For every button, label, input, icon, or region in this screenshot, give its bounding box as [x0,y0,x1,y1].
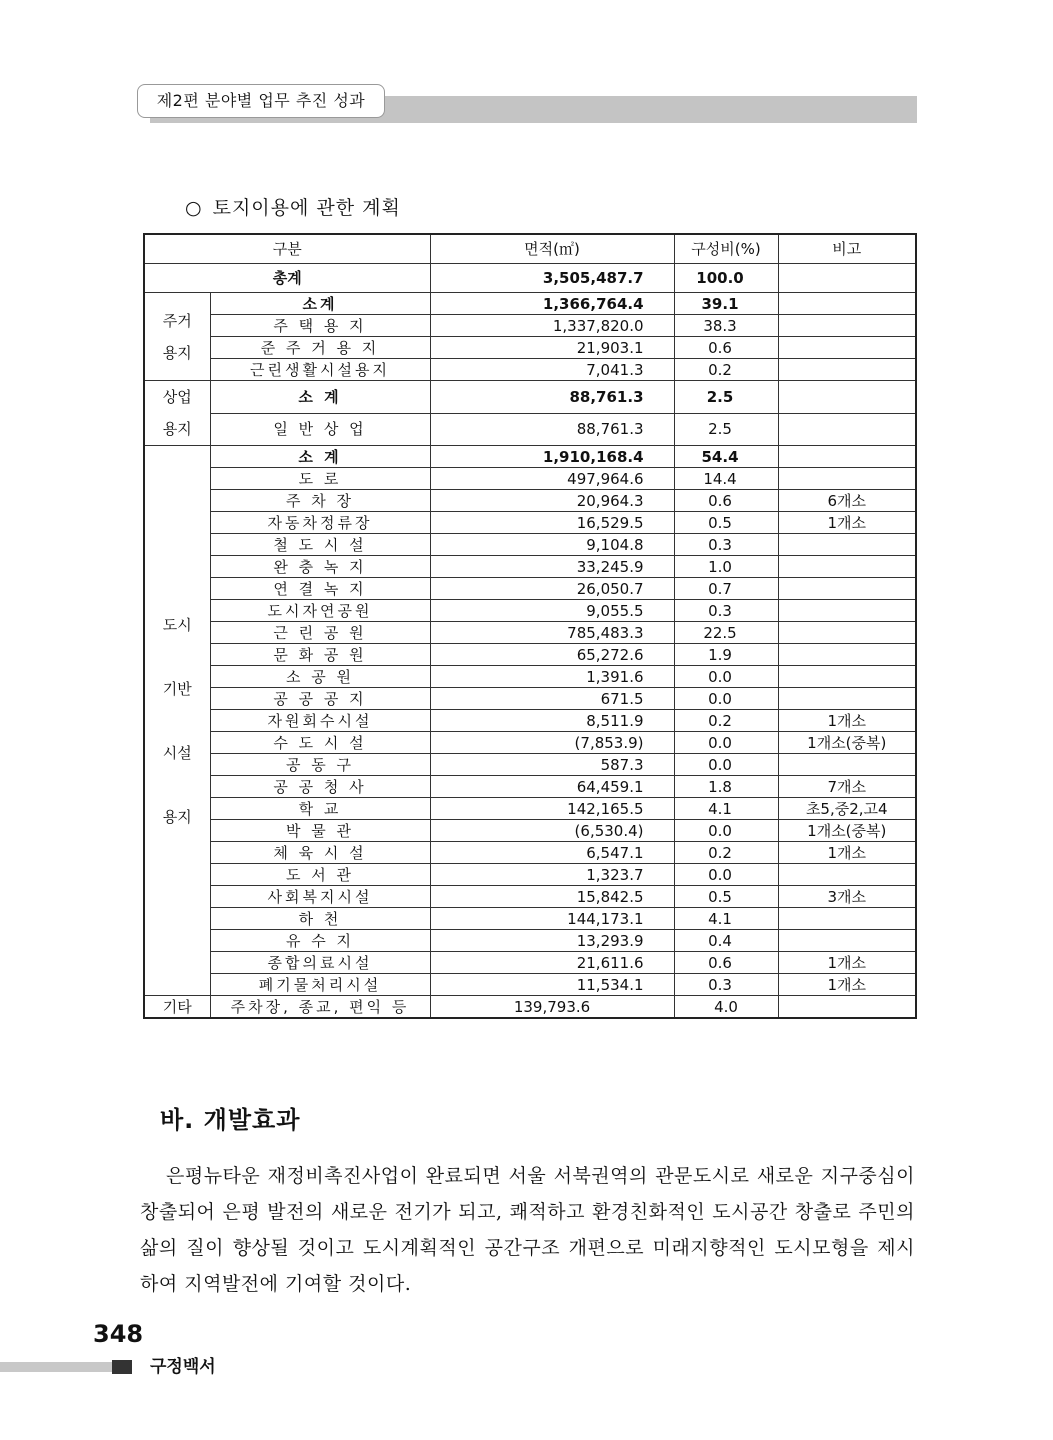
row-note: 초5,중2,고4 [778,798,916,820]
row-area: 9,055.5 [430,600,674,622]
total-area: 3,505,487.7 [430,264,674,293]
row-area: 7,041.3 [430,359,674,381]
row-area: 1,323.7 [430,864,674,886]
row-note: 1개소 [778,710,916,732]
row-area: 8,511.9 [430,710,674,732]
table-row [144,644,916,666]
row-note [778,446,916,468]
row-label: 도 서 관 [210,864,430,886]
table-row [144,930,916,952]
etc-note [778,996,916,1019]
total-ratio: 100.0 [674,264,778,293]
row-ratio: 54.4 [674,446,778,468]
row-area: 88,761.3 [430,413,674,446]
table-row [144,600,916,622]
table-row [144,468,916,490]
row-label: 도시자연공원 [210,600,430,622]
table-row [144,798,916,820]
row-label: 소계 [210,293,430,315]
row-note [778,622,916,644]
row-note [778,688,916,710]
table-row [144,337,916,359]
row-label: 연 결 녹 지 [210,578,430,600]
row-area: 26,050.7 [430,578,674,600]
row-label: 학 교 [210,798,430,820]
table-header-row [144,234,916,264]
row-label: 주 차 장 [210,490,430,512]
row-ratio: 0.4 [674,930,778,952]
row-area: 15,842.5 [430,886,674,908]
section-title: 토지이용에 관한 계획 [212,197,401,219]
row-note [778,468,916,490]
row-ratio: 1.0 [674,556,778,578]
table-row [144,534,916,556]
row-area: 33,245.9 [430,556,674,578]
row-note: 1개소(중복) [778,820,916,842]
total-note [778,264,916,293]
row-ratio: 0.7 [674,578,778,600]
row-ratio: 0.0 [674,864,778,886]
etc-label: 주차장, 종교, 편익 등 [210,996,430,1019]
row-ratio: 0.3 [674,600,778,622]
row-area: 20,964.3 [430,490,674,512]
row-note: 6개소 [778,490,916,512]
row-ratio: 39.1 [674,293,778,315]
table-row [144,886,916,908]
row-note [778,359,916,381]
row-label: 소 공 원 [210,666,430,688]
total-row [144,264,916,293]
section-heading [185,193,401,220]
row-note: 1개소 [778,974,916,996]
row-label: 종합의료시설 [210,952,430,974]
row-note: 1개소 [778,512,916,534]
row-note [778,556,916,578]
commercial-group-label: 상업 용지 [144,381,210,446]
row-area: 6,547.1 [430,842,674,864]
table-row [144,776,916,798]
table-row [144,512,916,534]
footer-bar [0,1362,112,1372]
table-row [144,864,916,886]
row-ratio: 0.6 [674,337,778,359]
row-note [778,666,916,688]
infra-group-label: 도시 기반 시설 용지 [144,446,210,996]
row-ratio: 2.5 [674,381,778,414]
row-area: 11,534.1 [430,974,674,996]
row-note: 7개소 [778,776,916,798]
row-ratio: 0.0 [674,666,778,688]
row-area: 64,459.1 [430,776,674,798]
row-ratio: 0.0 [674,688,778,710]
table-row [144,556,916,578]
row-area: 671.5 [430,688,674,710]
footer-square [112,1360,132,1374]
table-row [144,413,916,446]
header-note: 비고 [778,234,916,264]
row-ratio: 4.1 [674,908,778,930]
row-note [778,908,916,930]
row-note [778,754,916,776]
row-label: 자동차정류장 [210,512,430,534]
table-row [144,490,916,512]
row-ratio: 0.2 [674,710,778,732]
row-ratio: 0.2 [674,842,778,864]
table-row [144,359,916,381]
body-paragraph: 은평뉴타운 재정비촉진사업이 완료되면 서울 서북권역의 관문도시로 새로운 지구중심이 창출되어 은평 발전의 새로운 전기가 되고, 쾌적하고 환경친화적인 도시공간 창출로 주민의 삶의 질이 향상될 것이고 도시계획적인 공간구조 개편으로 미래지향적인 도시모형을 제시하여 지역발전에 기여할 것이다. [140,1165,915,1295]
table-row [144,710,916,732]
row-ratio: 0.5 [674,886,778,908]
row-ratio: 22.5 [674,622,778,644]
row-area: 1,337,820.0 [430,315,674,337]
total-label: 총계 [144,264,430,293]
row-note: 1개소 [778,952,916,974]
header-ratio: 구성비(%) [674,234,778,264]
etc-row [144,996,916,1019]
row-note: 1개소 [778,842,916,864]
row-label: 공 동 구 [210,754,430,776]
row-note [778,534,916,556]
row-ratio: 0.2 [674,359,778,381]
bullet-icon: ○ [185,197,203,219]
row-note [778,864,916,886]
table-row [144,622,916,644]
etc-ratio: 4.0 [674,996,778,1019]
row-ratio: 0.6 [674,952,778,974]
row-label: 소 계 [210,446,430,468]
row-label: 공 공 공 지 [210,688,430,710]
row-area: 497,964.6 [430,468,674,490]
row-label: 유 수 지 [210,930,430,952]
residential-group-label: 주거 용지 [144,293,210,381]
row-note [778,578,916,600]
etc-group-label: 기타 [144,996,210,1019]
row-ratio: 0.0 [674,754,778,776]
row-area: 785,483.3 [430,622,674,644]
row-ratio: 2.5 [674,413,778,446]
row-label: 철 도 시 설 [210,534,430,556]
table-row [144,754,916,776]
table-row [144,381,916,414]
row-area: 1,366,764.4 [430,293,674,315]
table-row [144,732,916,754]
row-area: 21,611.6 [430,952,674,974]
table-row [144,578,916,600]
row-ratio: 0.0 [674,820,778,842]
row-note [778,644,916,666]
etc-area: 139,793.6 [430,996,674,1019]
row-area: 9,104.8 [430,534,674,556]
row-label: 문 화 공 원 [210,644,430,666]
land-use-table [143,233,917,1019]
row-area: 1,910,168.4 [430,446,674,468]
row-ratio: 1.9 [674,644,778,666]
row-ratio: 0.6 [674,490,778,512]
row-note [778,315,916,337]
row-ratio: 4.1 [674,798,778,820]
row-area: 587.3 [430,754,674,776]
table-row [144,688,916,710]
table-row [144,666,916,688]
row-ratio: 14.4 [674,468,778,490]
row-label: 근 린 공 원 [210,622,430,644]
row-label: 자원회수시설 [210,710,430,732]
row-note: 1개소(중복) [778,732,916,754]
row-area: 1,391.6 [430,666,674,688]
table-row [144,293,916,315]
row-note [778,293,916,315]
row-ratio: 0.3 [674,974,778,996]
row-label: 완 충 녹 지 [210,556,430,578]
table-row [144,446,916,468]
table-row [144,974,916,996]
page-number: 348 [93,1320,144,1348]
header-area: 면적(㎡) [430,234,674,264]
row-label: 소 계 [210,381,430,414]
row-area: 144,173.1 [430,908,674,930]
row-label: 근린생활시설용지 [210,359,430,381]
row-ratio: 0.5 [674,512,778,534]
subsection-title: 바. 개발효과 [160,1106,301,1134]
table-row [144,908,916,930]
table-row [144,315,916,337]
row-note [778,381,916,414]
row-area: 21,903.1 [430,337,674,359]
row-label: 도 로 [210,468,430,490]
row-area: 142,165.5 [430,798,674,820]
row-note [778,600,916,622]
row-ratio: 0.3 [674,534,778,556]
row-label: 하 천 [210,908,430,930]
row-ratio: 1.8 [674,776,778,798]
row-note [778,930,916,952]
row-ratio: 38.3 [674,315,778,337]
row-area: 65,272.6 [430,644,674,666]
row-label: 체 육 시 설 [210,842,430,864]
row-label: 폐기물처리시설 [210,974,430,996]
table-row [144,842,916,864]
row-label: 박 물 관 [210,820,430,842]
table-row [144,952,916,974]
row-label: 일 반 상 업 [210,413,430,446]
row-note [778,337,916,359]
row-area: 88,761.3 [430,381,674,414]
table-row [144,820,916,842]
row-area: 13,293.9 [430,930,674,952]
footer-book-title: 구정백서 [150,1357,216,1377]
row-note: 3개소 [778,886,916,908]
row-area: 16,529.5 [430,512,674,534]
row-label: 사회복지시설 [210,886,430,908]
row-label: 수 도 시 설 [210,732,430,754]
row-note [778,413,916,446]
row-label: 준 주 거 용 지 [210,337,430,359]
row-area: (6,530.4) [430,820,674,842]
header-tab: 제2편 분야별 업무 추진 성과 [137,84,385,118]
row-label: 공 공 청 사 [210,776,430,798]
row-area: (7,853.9) [430,732,674,754]
header-category: 구분 [144,234,430,264]
row-label: 주 택 용 지 [210,315,430,337]
row-ratio: 0.0 [674,732,778,754]
